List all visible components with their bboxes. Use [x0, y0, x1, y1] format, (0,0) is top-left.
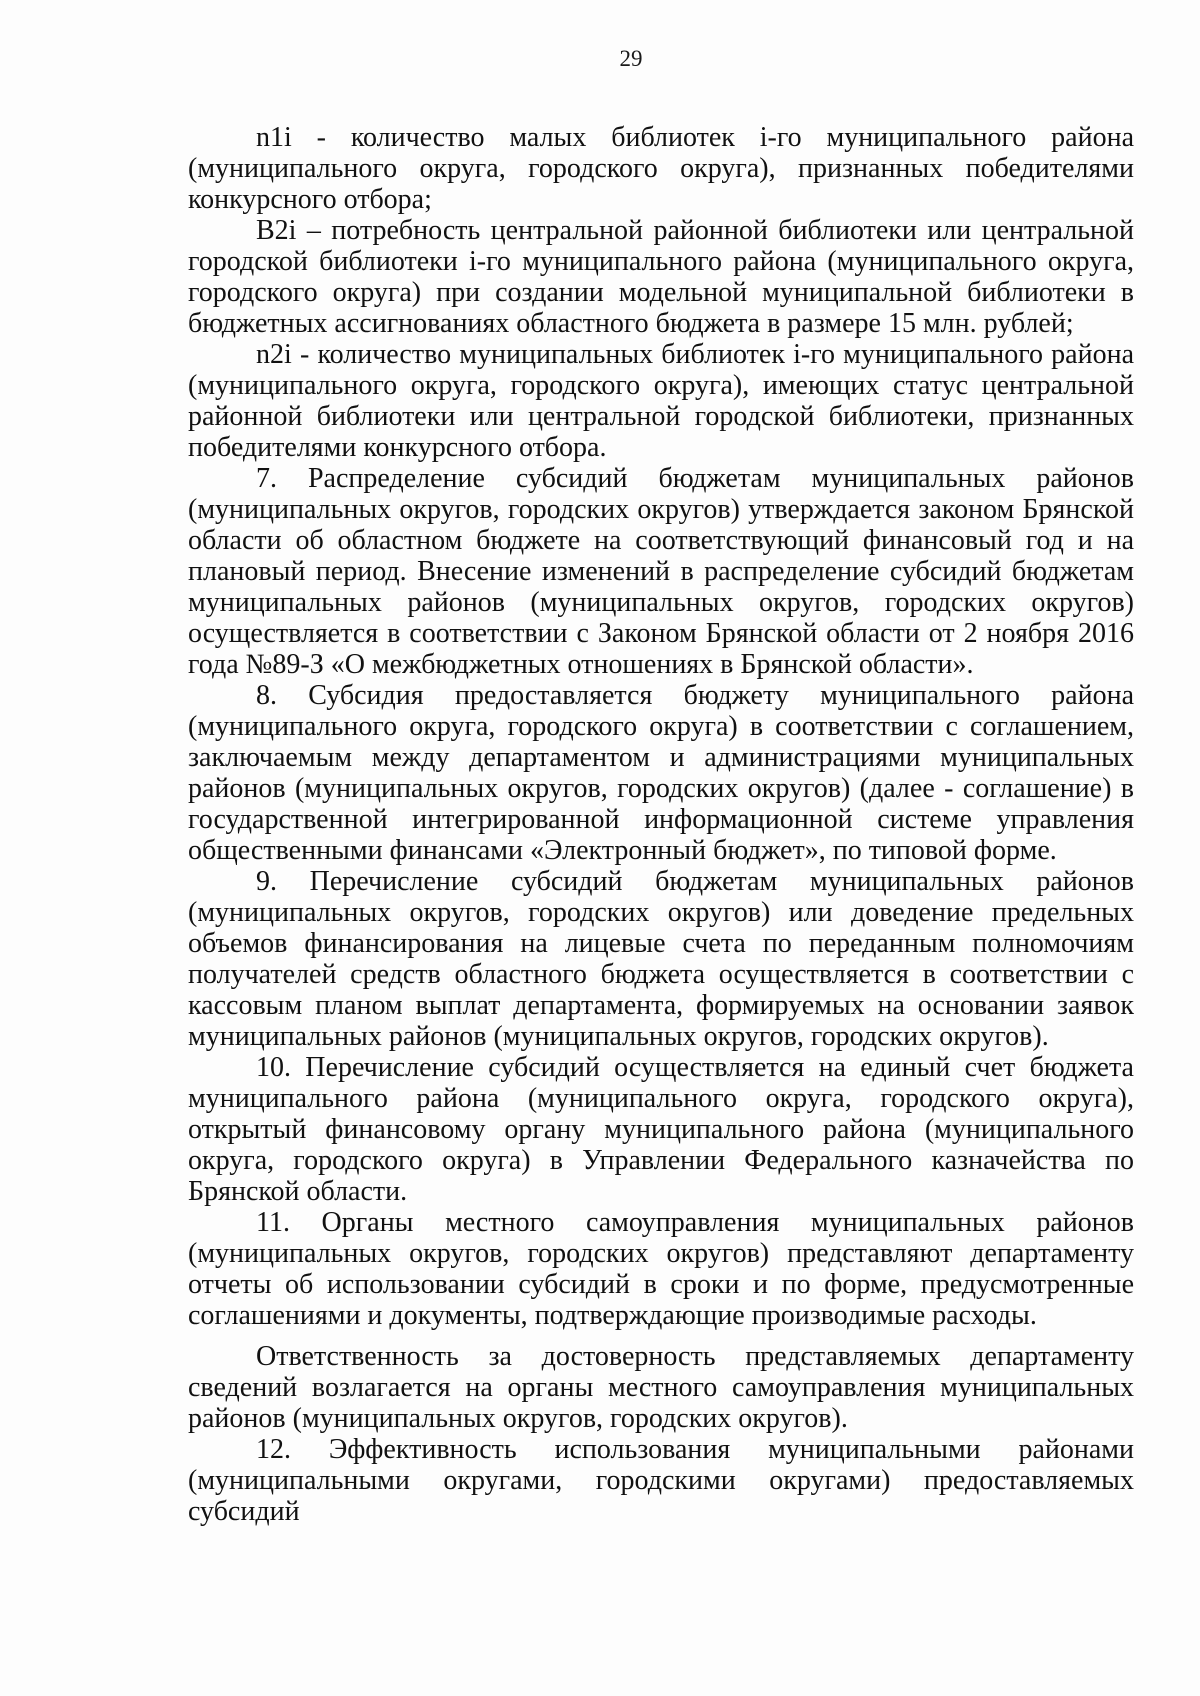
paragraph-clause-12: 12. Эффективность использования муниципальными районами (муниципальными округами, городскими округами) предоставляемых субсидий — [188, 1434, 1134, 1527]
paragraph-n1i-definition: n1i - количество малых библиотек i-го муниципального района (муниципального округа, городского округа), признанных победителями конкурсного отбора; — [188, 122, 1134, 215]
paragraph-responsibility: Ответственность за достоверность представляемых департаменту сведений возлагается на органы местного самоуправления муниципальных районов (муниципальных округов, городских округов). — [188, 1341, 1134, 1434]
paragraph-clause-9: 9. Перечисление субсидий бюджетам муниципальных районов (муниципальных округов, городских округов) или доведение предельных объемов финансирования на лицевые счета по переданным полномочиям получателей средств областного бюджета осуществляется в соответствии с кассовым планом выплат департамента, формируемых на основании заявок муниципальных районов (муниципальных округов, городских округов). — [188, 866, 1134, 1052]
paragraph-clause-10: 10. Перечисление субсидий осуществляется на единый счет бюджета муниципального района (муниципального округа, городского округа), открытый финансовому органу муниципального района (муниципального округа, городского округа) в Управлении Федерального казначейства по Брянской области. — [188, 1052, 1134, 1207]
paragraph-n2i-definition: n2i - количество муниципальных библиотек i-го муниципального района (муниципального округа, городского округа), имеющих статус центральной районной библиотеки или центральной городской библиотеки, признанных победителями конкурсного отбора. — [188, 339, 1134, 463]
document-body — [188, 122, 1134, 1527]
page-number: 29 — [619, 46, 643, 71]
paragraph-clause-7: 7. Распределение субсидий бюджетам муниципальных районов (муниципальных округов, городских округов) утверждается законом Брянской области об областном бюджете на соответствующий финансовый год и на плановый период. Внесение изменений в распределение субсидий бюджетам муниципальных районов (муниципальных округов, городских округов) осуществляется в соответствии с Законом Брянской области от 2 ноября 2016 года №89-З «О межбюджетных отношениях в Брянской области». — [188, 463, 1134, 680]
paragraph-clause-11: 11. Органы местного самоуправления муниципальных районов (муниципальных округов, городских округов) представляют департаменту отчеты об использовании субсидий в сроки и по форме, предусмотренные соглашениями и документы, подтверждающие производимые расходы. — [188, 1207, 1134, 1331]
paragraph-b2i-definition: B2i – потребность центральной районной библиотеки или центральной городской библиотеки i-го муниципального района (муниципального округа, городского округа) при создании модельной муниципальной библиотеки в бюджетных ассигнованиях областного бюджета в размере 15 млн. рублей; — [188, 215, 1134, 339]
paragraph-clause-8: 8. Субсидия предоставляется бюджету муниципального района (муниципального округа, городского округа) в соответствии с соглашением, заключаемым между департаментом и администрациями муниципальных районов (муниципальных округов, городских округов) (далее - соглашение) в государственной интегрированной информационной системе управления общественными финансами «Электронный бюджет», по типовой форме. — [188, 680, 1134, 866]
